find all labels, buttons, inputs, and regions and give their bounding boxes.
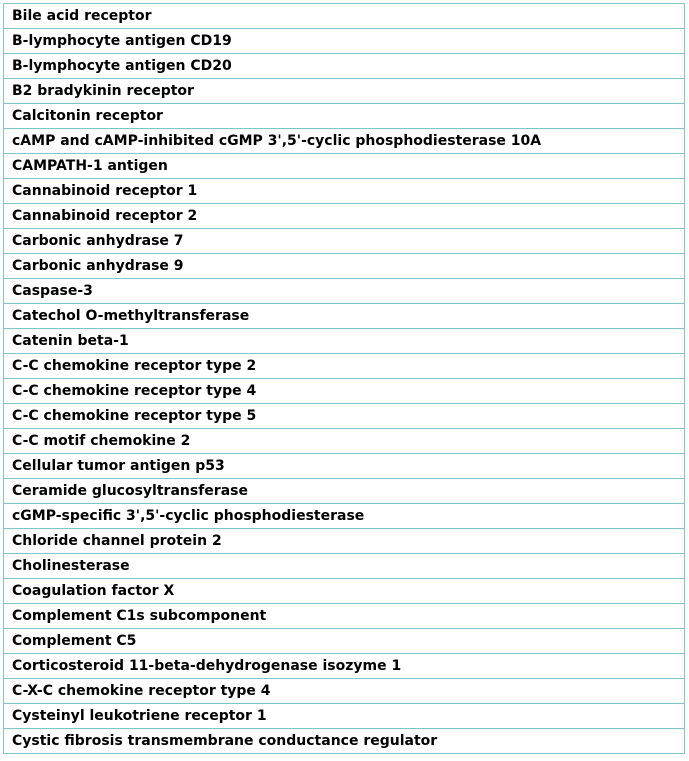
table-body bbox=[4, 4, 685, 754]
table-cell: Complement C5 bbox=[4, 629, 685, 654]
table-row bbox=[4, 479, 685, 504]
table-row bbox=[4, 529, 685, 554]
table-cell: Corticosteroid 11-beta-dehydrogenase isozyme 1 bbox=[4, 654, 685, 679]
protein-target-table bbox=[3, 3, 685, 754]
protein-target-table-container bbox=[3, 3, 685, 754]
table-cell: Chloride channel protein 2 bbox=[4, 529, 685, 554]
table-cell: C-C chemokine receptor type 4 bbox=[4, 379, 685, 404]
table-row bbox=[4, 304, 685, 329]
table-row bbox=[4, 704, 685, 729]
table-row bbox=[4, 629, 685, 654]
table-row bbox=[4, 404, 685, 429]
table-cell: B2 bradykinin receptor bbox=[4, 79, 685, 104]
table-row bbox=[4, 4, 685, 29]
table-cell: Carbonic anhydrase 7 bbox=[4, 229, 685, 254]
table-cell: Cannabinoid receptor 2 bbox=[4, 204, 685, 229]
table-cell: Complement C1s subcomponent bbox=[4, 604, 685, 629]
table-row bbox=[4, 729, 685, 754]
table-row bbox=[4, 154, 685, 179]
table-row bbox=[4, 354, 685, 379]
table-cell: Cellular tumor antigen p53 bbox=[4, 454, 685, 479]
table-row bbox=[4, 454, 685, 479]
table-row bbox=[4, 429, 685, 454]
table-cell: Cannabinoid receptor 1 bbox=[4, 179, 685, 204]
table-row bbox=[4, 54, 685, 79]
table-cell: cGMP-specific 3',5'-cyclic phosphodiesterase bbox=[4, 504, 685, 529]
table-row bbox=[4, 104, 685, 129]
table-row bbox=[4, 579, 685, 604]
table-cell: B-lymphocyte antigen CD19 bbox=[4, 29, 685, 54]
table-cell: Bile acid receptor bbox=[4, 4, 685, 29]
table-cell: Ceramide glucosyltransferase bbox=[4, 479, 685, 504]
table-row bbox=[4, 229, 685, 254]
table-row bbox=[4, 129, 685, 154]
table-row bbox=[4, 379, 685, 404]
table-cell: B-lymphocyte antigen CD20 bbox=[4, 54, 685, 79]
table-cell: Cysteinyl leukotriene receptor 1 bbox=[4, 704, 685, 729]
table-cell: C-X-C chemokine receptor type 4 bbox=[4, 679, 685, 704]
table-row bbox=[4, 604, 685, 629]
table-cell: Coagulation factor X bbox=[4, 579, 685, 604]
table-row bbox=[4, 254, 685, 279]
table-row bbox=[4, 654, 685, 679]
table-row bbox=[4, 329, 685, 354]
table-cell: C-C motif chemokine 2 bbox=[4, 429, 685, 454]
table-cell: C-C chemokine receptor type 2 bbox=[4, 354, 685, 379]
table-row bbox=[4, 29, 685, 54]
table-row bbox=[4, 79, 685, 104]
table-cell: Caspase-3 bbox=[4, 279, 685, 304]
table-cell: Cholinesterase bbox=[4, 554, 685, 579]
table-cell: Catenin beta-1 bbox=[4, 329, 685, 354]
table-cell: Catechol O-methyltransferase bbox=[4, 304, 685, 329]
table-cell: cAMP and cAMP-inhibited cGMP 3',5'-cyclic phosphodiesterase 10A bbox=[4, 129, 685, 154]
table-row bbox=[4, 554, 685, 579]
table-row bbox=[4, 279, 685, 304]
table-row bbox=[4, 179, 685, 204]
table-row bbox=[4, 679, 685, 704]
table-cell: CAMPATH-1 antigen bbox=[4, 154, 685, 179]
table-cell: C-C chemokine receptor type 5 bbox=[4, 404, 685, 429]
table-row bbox=[4, 204, 685, 229]
table-row bbox=[4, 504, 685, 529]
table-cell: Carbonic anhydrase 9 bbox=[4, 254, 685, 279]
table-cell: Calcitonin receptor bbox=[4, 104, 685, 129]
table-cell: Cystic fibrosis transmembrane conductance regulator bbox=[4, 729, 685, 754]
